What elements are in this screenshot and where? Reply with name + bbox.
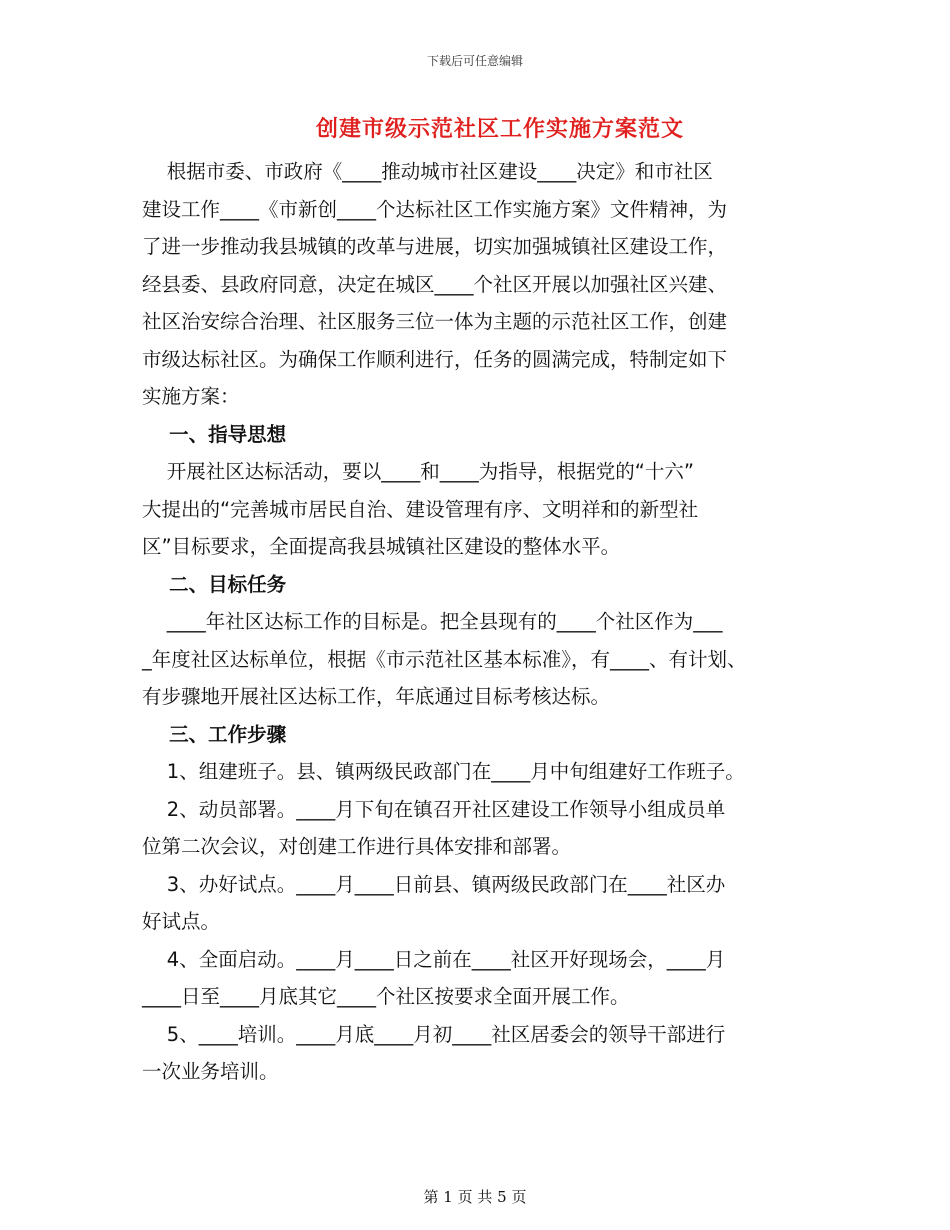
body-line: 好试点。 [142, 910, 221, 933]
body-line: _年度社区达标单位，根据《市示范社区基本标准》，有____、有计划、 [142, 647, 747, 671]
body-line: 实施方案： [142, 385, 240, 408]
body-line: 根据市委、市政府《____推动城市社区建设____决定》和市社区 [142, 160, 713, 183]
body-line: 经县委、县政府同意，决定在城区____个社区开展以加强社区兴建、 [142, 272, 728, 296]
body-line: 开展社区达标活动，要以____和____为指导，根据党的“十六” [142, 460, 694, 483]
body-line: 2、动员部署。____月下旬在镇召开社区建设工作领导小组成员单 [142, 797, 726, 821]
body-line: 了进一步推动我县城镇的改革与进展，切实加强城镇社区建设工作， [142, 235, 728, 258]
body-line: 1、组建班子。县、镇两级民政部门在____月中旬组建好工作班子。 [142, 760, 745, 783]
body-line: ____年社区达标工作的目标是。把全县现有的____个社区作为___ [142, 610, 723, 633]
body-line: 位第二次会议，对创建工作进行具体安排和部署。 [142, 835, 572, 858]
body-line: 市级达标社区。为确保工作顺利进行，任务的圆满完成，特制定如下 [142, 347, 728, 371]
body-line: 社区治安综合治理、社区服务三位一体为主题的示范社区工作，创建 [142, 310, 728, 333]
body-line: 3、办好试点。____月____日前县、镇两级民政部门在____社区办 [142, 872, 726, 896]
section-heading: 三、工作步骤 [142, 722, 287, 746]
body-line: ____日至____月底其它____个社区按要求全面开展工作。 [142, 985, 630, 1008]
body-line: 4、全面启动。____月____日之前在____社区开好现场会，____月 [142, 947, 726, 971]
body-line: 有步骤地开展社区达标工作，年底通过目标考核达标。 [142, 685, 611, 708]
body-line: 一次业务培训。 [142, 1060, 279, 1083]
document-body [142, 153, 832, 1091]
body-line: 建设工作____《市新创____个达标社区工作实施方案》文件精神，为 [142, 197, 728, 221]
document-title: 创建市级示范社区工作实施方案范文 [315, 117, 684, 142]
page-footer: 第 1 页 共 5 页 [423, 1188, 527, 1206]
body-line: 大提出的“完善城市居民自治、建设管理有序、文明祥和的新型社 [142, 497, 699, 521]
body-line: 区”目标要求，全面提高我县城镇社区建设的整体水平。 [142, 535, 621, 558]
section-heading: 二、目标任务 [142, 572, 287, 596]
section-heading: 一、指导思想 [142, 422, 287, 446]
header-note: 下载后可任意编辑 [426, 54, 523, 68]
body-line: 5、____培训。____月底____月初____社区居委会的领导干部进行 [142, 1022, 726, 1046]
